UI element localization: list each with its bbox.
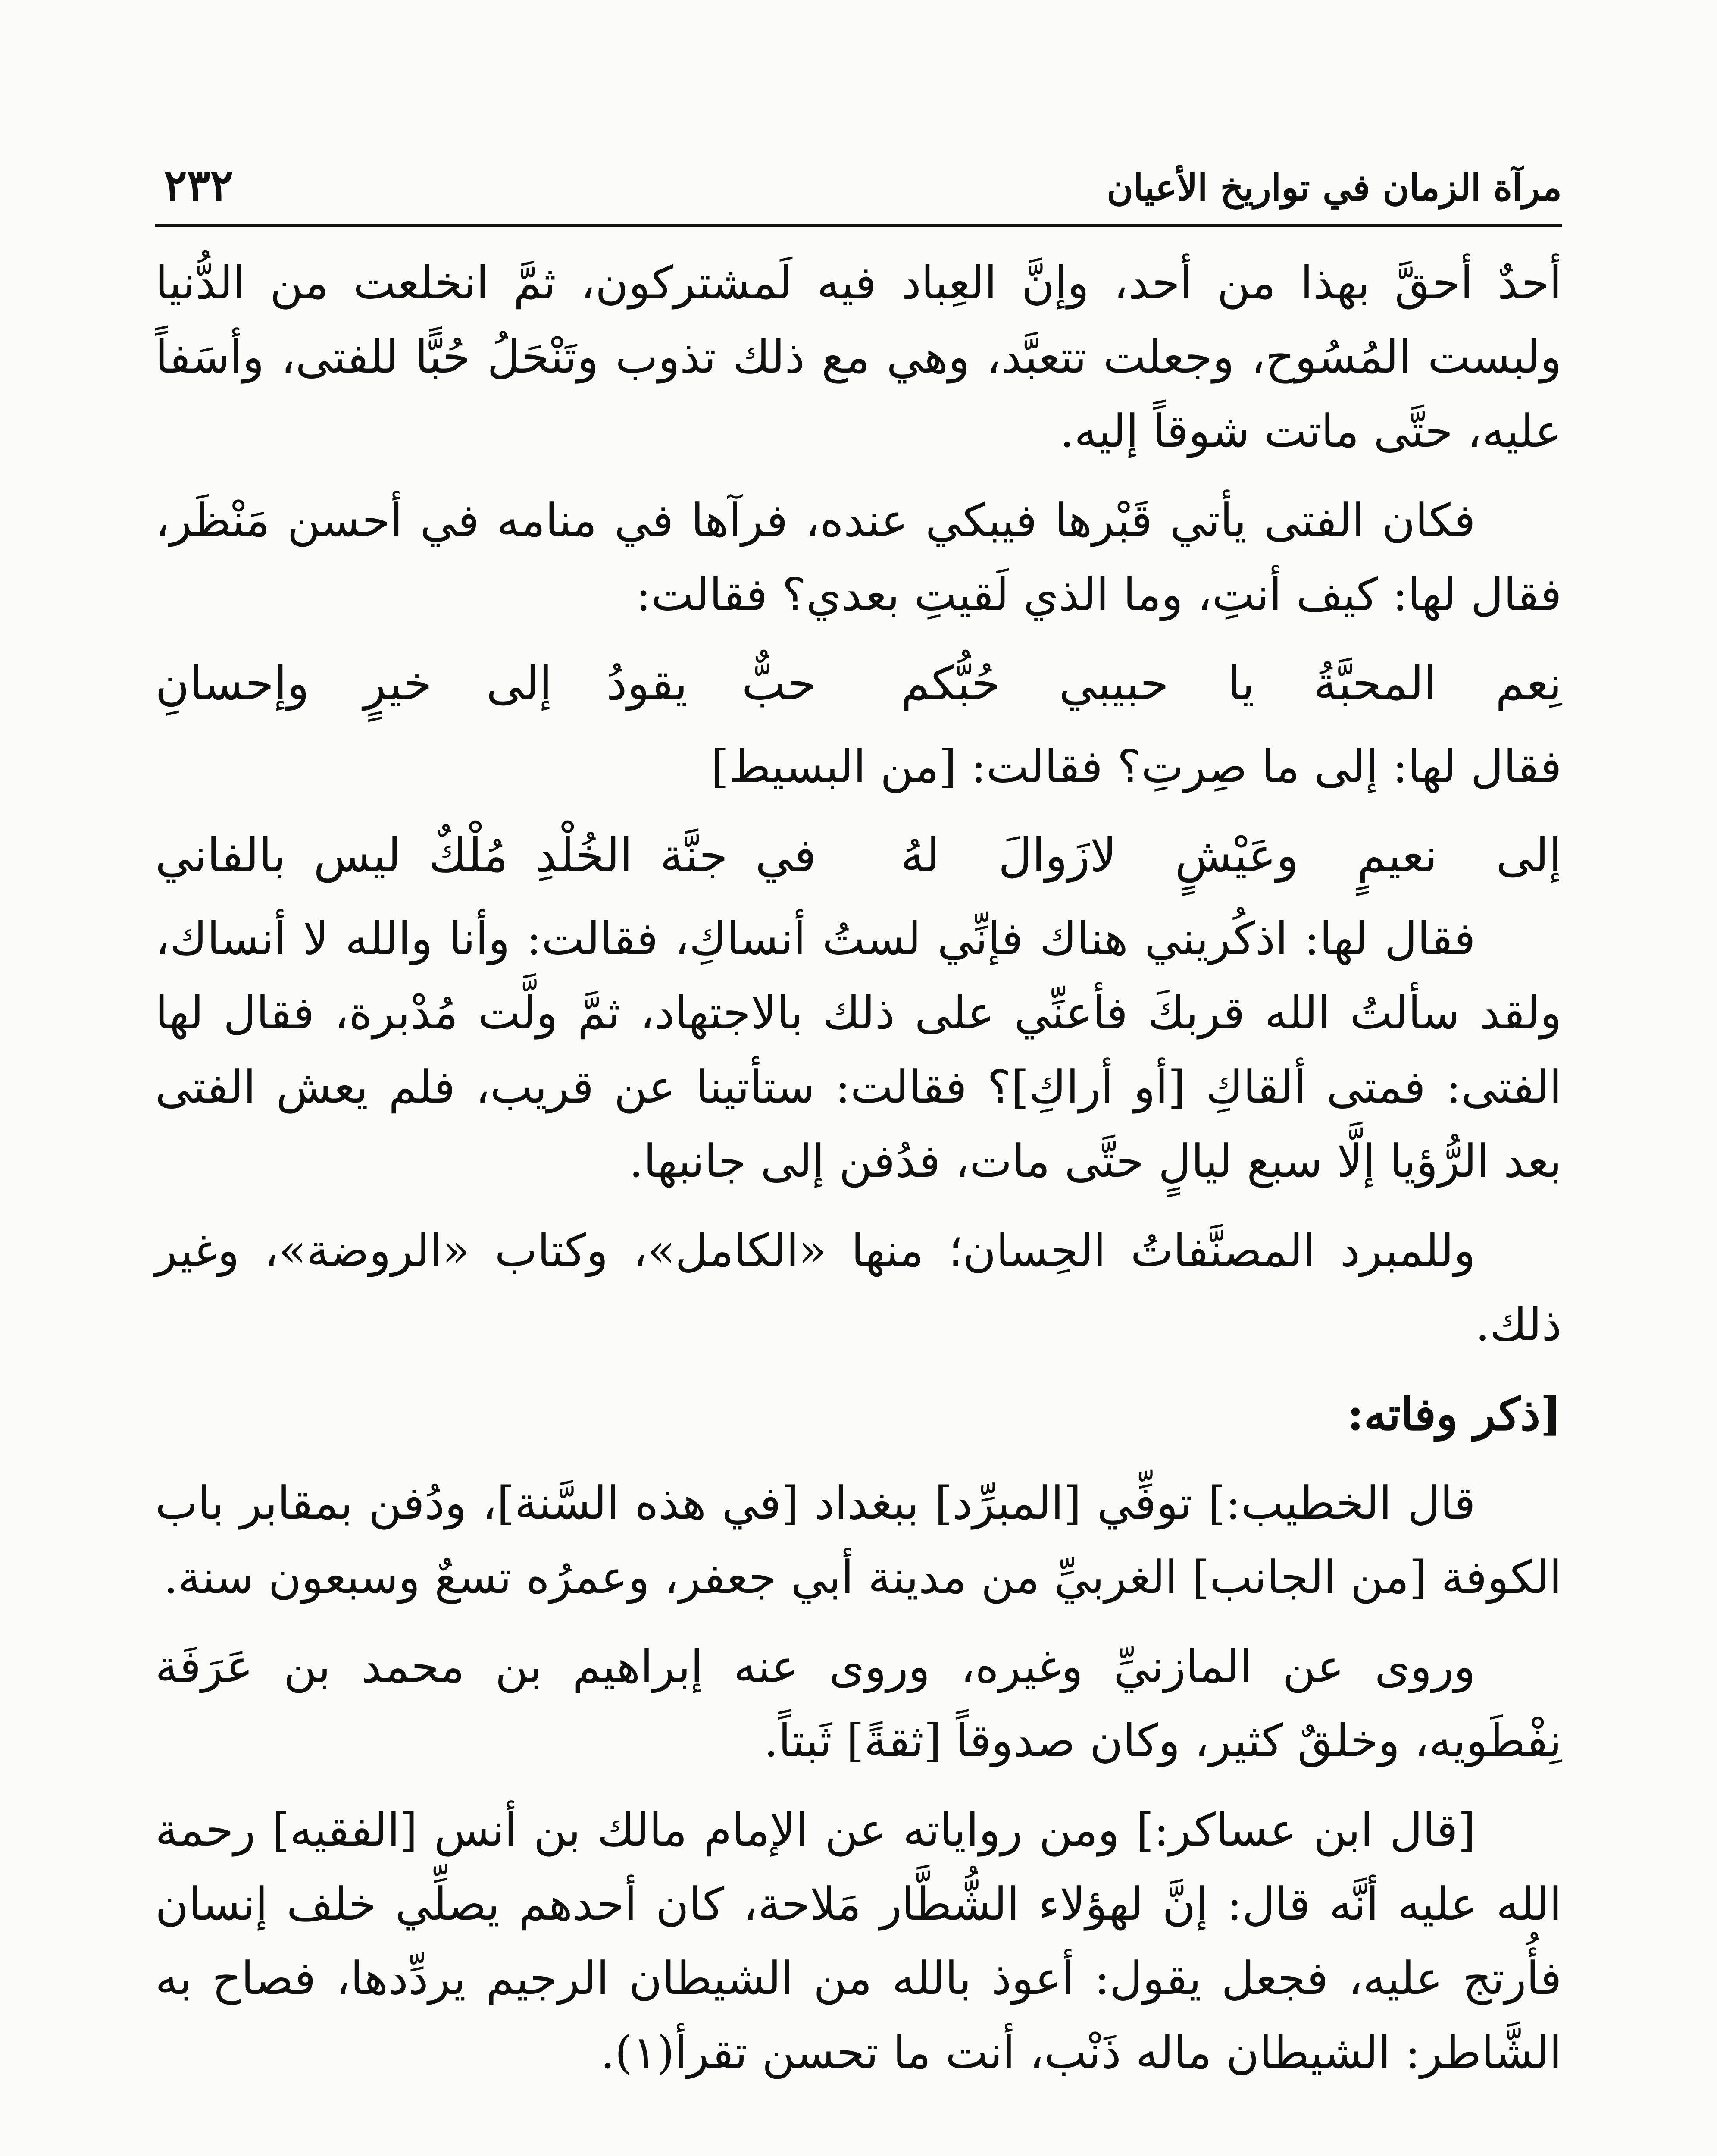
verse-2-hemistich-2: في جنَّة الخُلْدِ مُلْكٌ ليس بالفاني <box>155 829 816 883</box>
paragraph-8: [قال ابن عساكر:] ومن رواياته عن الإمام مالك بن أنس [الفقيه] رحمة الله عليه أنَّه قال: إنَّ لهؤلاء الشُّطَّار مَلاحة، كان أحدهم يصلِّي خلف إنسان فأُرتج عليه، فجعل يقول: أعوذ بالله من الشيطان الرجيم يردِّدها، فصاح به الشَّاطر: الشيطان ماله ذَنْب، أنت ما تحسن تقرأ(١). <box>155 1804 1562 2079</box>
section-heading: [ذكر وفاته: <box>1347 1387 1562 1441</box>
verse-2-hemistich-1: إلى نعيمٍ وعَيْشٍ لازَوالَ لهُ <box>901 829 1562 883</box>
verse-1-hemistich-1: نِعم المحبَّةُ يا حبيبي حُبُّكم <box>901 657 1562 711</box>
verse-1 <box>155 647 1562 721</box>
verse-1-hemistich-2: حبٌّ يقودُ إلى خيرٍ وإحسانِ <box>155 657 816 711</box>
paragraph-7: وروى عن المازنيِّ وغيره، وروى عنه إبراهيم بن محمد بن عَرَفَة نِفْطَويه، وخلقٌ كثير، وكان صدوقاً [ثقةً] ثَبتاً. <box>155 1640 1562 1767</box>
verse-2 <box>155 819 1562 893</box>
running-header <box>155 142 1562 227</box>
paragraph-5: وللمبرد المصنَّفاتُ الحِسان؛ منها «الكامل»، وكتاب «الروضة»، وغير ذلك. <box>155 1224 1562 1351</box>
book-title: مرآة الزمان في تواريخ الأعيان <box>1107 166 1562 209</box>
main-text <box>155 246 1562 2105</box>
paragraph-3: فقال لها: إلى ما صِرتِ؟ فقالت: [من البسيط] <box>711 740 1562 793</box>
paragraph-1: أحدٌ أحقَّ بهذا من أحد، وإنَّ العِباد فيه لَمشتركون، ثمَّ انخلعت من الدُّنيا ولبست المُسُوح، وجعلت تتعبَّد، وهي مع ذلك تذوب وتَنْحَلُ حُبًّا للفتى، وأسَفاً عليه، حتَّى ماتت شوقاً إليه. <box>155 257 1562 458</box>
paragraph-4: فقال لها: اذكُريني هناك فإنِّي لستُ أنساكِ، فقالت: وأنا والله لا أنساك، ولقد سألتُ الله قربكَ فأعنِّي على ذلك بالاجتهاد، ثمَّ ولَّت مُدْبرة، فقال لها الفتى: فمتى ألقاكِ [أو أراكِ]؟ فقالت: ستأتينا عن قريب، فلم يعش الفتى بعد الرُّؤيا إلَّا سبع ليالٍ حتَّى مات، فدُفن إلى جانبها. <box>155 912 1562 1188</box>
paragraph-6: قال الخطيب:] توفِّي [المبرِّد] ببغداد [في هذه السَّنة]، ودُفن بمقابر باب الكوفة [من الجانب] الغربيِّ من مدينة أبي جعفر، وعمرُه تسعٌ وسبعون سنة. <box>155 1477 1562 1604</box>
page-number: ٢٣٢ <box>164 160 234 210</box>
paragraph-2: فكان الفتى يأتي قَبْرها فيبكي عنده، فرآها في منامه في أحسن مَنْظَر، فقال لها: كيف أنتِ، وما الذي لَقيتِ بعدي؟ فقالت: <box>155 494 1562 621</box>
